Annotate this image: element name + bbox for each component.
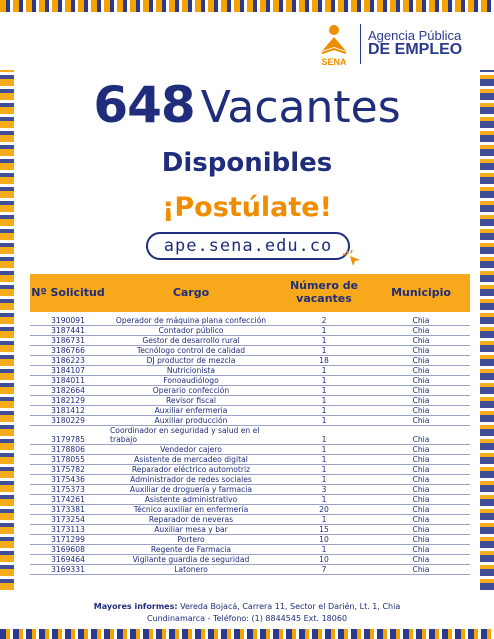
vacantes-cell: 1 xyxy=(321,386,327,395)
footer-contact xyxy=(0,601,494,625)
solicitud-cell: 3169608 xyxy=(51,545,85,554)
table-body xyxy=(30,316,470,575)
table-row xyxy=(30,555,470,565)
vacantes-cell: 1 xyxy=(321,326,327,335)
cargo-cell: Coordinador en seguridad y salud en el trabajo xyxy=(110,426,260,444)
vacantes-cell: 1 xyxy=(321,346,327,355)
website-link[interactable] xyxy=(146,232,350,260)
municipio-cell: Chia xyxy=(412,535,430,544)
table-row xyxy=(30,346,470,356)
cargo-cell: Portero xyxy=(177,535,205,544)
vacancies-table xyxy=(30,274,470,575)
subtitle: Disponibles xyxy=(161,148,333,178)
municipio-cell: Chia xyxy=(412,346,430,355)
cargo-cell: Contador público xyxy=(158,326,224,335)
cursor-click-icon xyxy=(342,248,364,270)
top-stripe-decoration xyxy=(0,0,494,12)
vacantes-cell: 1 xyxy=(321,445,327,454)
solicitud-cell: 3179785 xyxy=(51,435,85,444)
bottom-stripe-decoration xyxy=(0,629,494,639)
table-row xyxy=(30,565,470,575)
table-row xyxy=(30,535,470,545)
cargo-cell: Latonero xyxy=(174,565,208,574)
solicitud-cell: 3173381 xyxy=(51,505,85,514)
municipio-cell: Chia xyxy=(412,396,430,405)
vacantes-cell: 1 xyxy=(321,545,327,554)
vacantes-cell: 1 xyxy=(321,376,327,385)
vacantes-cell: 1 xyxy=(321,455,327,464)
vacantes-cell: 2 xyxy=(321,316,327,325)
cargo-cell: Auxiliar enfermeria xyxy=(154,406,228,415)
logo-line-2: DE EMPLEO xyxy=(368,41,463,59)
municipio-cell: Chia xyxy=(412,495,430,504)
cargo-cell: Reparador eléctrico automotriz xyxy=(131,465,251,474)
sena-logo-icon xyxy=(312,21,356,67)
table-row xyxy=(30,336,470,346)
table-row xyxy=(30,326,470,336)
vacantes-cell: 1 xyxy=(321,366,327,375)
table-row xyxy=(30,485,470,495)
cargo-cell: DJ productor de mezcla xyxy=(146,356,236,365)
cargo-cell: Vendedor cajero xyxy=(160,445,222,454)
municipio-cell: Chia xyxy=(412,515,430,524)
solicitud-cell: 3190091 xyxy=(51,316,85,325)
solicitud-cell: 3174261 xyxy=(51,495,85,504)
municipio-cell: Chia xyxy=(412,445,430,454)
cargo-cell: Tecnólogo control de calidad xyxy=(136,346,246,355)
municipio-cell: Chia xyxy=(412,565,430,574)
municipio-cell: Chia xyxy=(412,505,430,514)
header-cargo: Cargo xyxy=(172,285,210,299)
headline xyxy=(0,76,494,134)
vacantes-cell: 1 xyxy=(321,465,327,474)
vacantes-cell: 10 xyxy=(319,555,329,564)
cargo-cell: Administrador de redes sociales xyxy=(130,475,252,484)
solicitud-cell: 3175782 xyxy=(51,465,85,474)
table-row xyxy=(30,525,470,535)
solicitud-cell: 3169331 xyxy=(51,565,85,574)
vacantes-cell: 10 xyxy=(319,535,329,544)
municipio-cell: Chia xyxy=(412,545,430,554)
cargo-cell: Regente de Farmacia xyxy=(150,545,232,554)
footer-line-2: Cundinamarca - Teléfono: (1) 8844545 Ext. 18060 xyxy=(146,614,348,623)
vacancy-word: Vacantes xyxy=(200,82,401,133)
municipio-cell: Chia xyxy=(412,525,430,534)
header-vacantes: Número de vacantes xyxy=(289,279,359,305)
municipio-cell: Chia xyxy=(412,366,430,375)
table-row xyxy=(30,366,470,376)
table-row xyxy=(30,406,470,416)
website-url[interactable]: ape.sena.edu.co xyxy=(163,236,333,256)
municipio-cell: Chia xyxy=(412,316,430,325)
vacantes-cell: 1 xyxy=(321,336,327,345)
solicitud-cell: 3171299 xyxy=(51,535,85,544)
cargo-cell: Asistente de mercadeo digital xyxy=(134,455,248,464)
solicitud-cell: 3182129 xyxy=(51,396,85,405)
cargo-cell: Operador de máquina plana confección xyxy=(115,316,267,325)
municipio-cell: Chia xyxy=(412,386,430,395)
table-row xyxy=(30,316,470,326)
cargo-cell: Auxiliar de droguería y farmacia xyxy=(129,485,253,494)
vacantes-cell: 1 xyxy=(321,396,327,405)
cargo-cell: Asistente administrativo xyxy=(144,495,238,504)
table-row xyxy=(30,505,470,515)
table-row xyxy=(30,515,470,525)
logo-divider xyxy=(360,24,361,64)
table-row xyxy=(30,416,470,426)
vacantes-cell: 1 xyxy=(321,475,327,484)
table-header xyxy=(30,274,470,312)
table-row xyxy=(30,455,470,465)
table-row xyxy=(30,445,470,455)
solicitud-cell: 3178806 xyxy=(51,445,85,454)
solicitud-cell: 3169464 xyxy=(51,555,85,564)
municipio-cell: Chia xyxy=(412,555,430,564)
table-row xyxy=(30,386,470,396)
municipio-cell: Chia xyxy=(412,435,430,444)
vacancy-count: 648 xyxy=(93,76,195,134)
header-municipio: Municipio xyxy=(391,285,451,299)
solicitud-cell: 3178055 xyxy=(51,455,85,464)
cargo-cell: Reparador de neveras xyxy=(148,515,234,524)
header-solicitud: Nº Solicitud xyxy=(31,285,105,299)
cargo-cell: Fonoaudiólogo xyxy=(163,376,219,385)
table-row xyxy=(30,545,470,555)
solicitud-cell: 3184107 xyxy=(51,366,85,375)
solicitud-cell: 3186223 xyxy=(51,356,85,365)
agencia-empleo-logo xyxy=(312,18,462,70)
solicitud-cell: 3186766 xyxy=(51,346,85,355)
footer-line-1: Vereda Bojacá, Carrera 11, Sector el Darién, Lt. 1, Chia xyxy=(180,602,401,611)
municipio-cell: Chia xyxy=(412,356,430,365)
vacantes-cell: 20 xyxy=(319,505,329,514)
municipio-cell: Chia xyxy=(412,485,430,494)
municipio-cell: Chia xyxy=(412,376,430,385)
municipio-cell: Chia xyxy=(412,336,430,345)
vacantes-cell: 7 xyxy=(321,565,327,574)
solicitud-cell: 3184011 xyxy=(51,376,85,385)
solicitud-cell: 3180229 xyxy=(51,416,85,425)
vacantes-cell: 18 xyxy=(319,356,329,365)
solicitud-cell: 3181412 xyxy=(51,406,85,415)
cargo-cell: Auxiliar producción xyxy=(154,416,228,425)
vacantes-cell: 3 xyxy=(321,485,327,494)
cargo-cell: Gestor de desarrollo rural xyxy=(142,336,240,345)
municipio-cell: Chia xyxy=(412,475,430,484)
solicitud-cell: 3173254 xyxy=(51,515,85,524)
vacantes-cell: 1 xyxy=(321,406,327,415)
cargo-cell: Técnico auxiliar en enfermería xyxy=(133,505,249,514)
table-row xyxy=(30,376,470,386)
solicitud-cell: 3175373 xyxy=(51,485,85,494)
municipio-cell: Chia xyxy=(412,406,430,415)
cargo-cell: Operario confección xyxy=(152,386,230,395)
vacantes-cell: 1 xyxy=(321,515,327,524)
footer-label: Mayores informes: xyxy=(93,602,178,611)
logo-line-1: Agencia Pública xyxy=(368,27,462,43)
municipio-cell: Chia xyxy=(412,416,430,425)
vacantes-cell: 1 xyxy=(321,495,327,504)
call-to-action: ¡Postúlate! xyxy=(162,192,332,223)
solicitud-cell: 3186731 xyxy=(51,336,85,345)
vacantes-cell: 1 xyxy=(321,416,327,425)
solicitud-cell: 3187441 xyxy=(51,326,85,335)
cargo-cell: Revisor fiscal xyxy=(165,396,217,405)
municipio-cell: Chia xyxy=(412,455,430,464)
table-row xyxy=(30,426,470,445)
table-row xyxy=(30,396,470,406)
solicitud-cell: 3182664 xyxy=(51,386,85,395)
vacantes-cell: 15 xyxy=(319,525,329,534)
vacantes-cell: 1 xyxy=(321,435,327,444)
solicitud-cell: 3173113 xyxy=(51,525,85,534)
table-row xyxy=(30,495,470,505)
table-row xyxy=(30,356,470,366)
logo-mark-text: SENA xyxy=(321,57,347,67)
table-row xyxy=(30,475,470,485)
cargo-cell: Vigilante guardia de seguridad xyxy=(132,555,250,564)
table-row xyxy=(30,465,470,475)
solicitud-cell: 3175436 xyxy=(51,475,85,484)
municipio-cell: Chia xyxy=(412,465,430,474)
cargo-cell: Auxiliar mesa y bar xyxy=(154,525,228,534)
municipio-cell: Chia xyxy=(412,326,430,335)
cargo-cell: Nutricionista xyxy=(166,366,216,375)
